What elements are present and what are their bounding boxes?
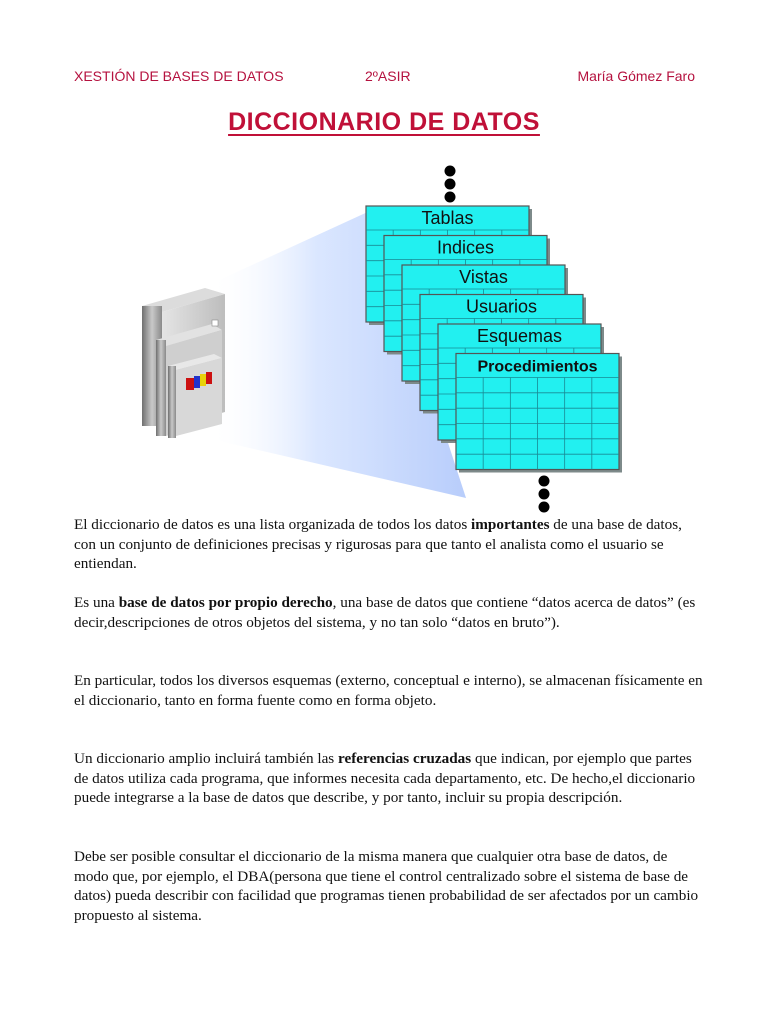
card-label: Usuarios (465, 296, 538, 317)
header-subject: XESTIÓN DE BASES DE DATOS (74, 68, 284, 84)
paragraph-1: El diccionario de datos es una lista organizada de todos los datos importantes de una base de datos, con un conjunto de definiciones precisas y rigurosas para que tanto el analista como el usuario se entiendan. (74, 516, 682, 573)
page-title: DICCIONARIO DE DATOS (228, 108, 540, 136)
paragraph-4: Un diccionario amplio incluirá también las referencias cruzadas que indican, por ejemplo que partes de datos utiliza cada programa, que informes necesita cada departamento, etc. De hecho,el diccionario puede integrarse a la base de datos que describe, y por tanto, incluir su propia descripción. (74, 750, 696, 807)
paragraph-3: En particular, todos los diversos esquemas (externo, conceptual e interno), se almacenan físicamente en el diccionario, tanto en forma fuente como en forma objeto. (74, 672, 703, 709)
card-procedimientos (456, 354, 622, 473)
continuation-dots-bottom (539, 476, 550, 513)
header-course: 2ºASIR (365, 68, 411, 84)
books-icon (142, 288, 225, 438)
paragraph-5: Debe ser posible consultar el diccionario de la misma manera que cualquier otra base de datos, de modo que, por ejemplo, el DBA(persona que tiene el control centralizado sobre el sistema de base de datos) pueda describir con facilidad que programas tienen probabilidad de ser afectados por un cambio propuesto al sistema. (74, 848, 699, 924)
continuation-dots-top (445, 166, 456, 203)
card-label: Vistas (459, 267, 508, 287)
header-author: María Gómez Faro (577, 68, 695, 84)
card-label: Indices (436, 237, 495, 258)
card-label: Esquemas (476, 326, 563, 346)
card-label: Tablas (421, 208, 474, 228)
card-label: Procedimientos (477, 358, 598, 376)
paragraph-2: Es una base de datos por propio derecho, una base de datos que contiene “datos acerca de datos” (es decir,descripciones de otros objetos del sistema, y no tan solo “datos en bruto”). (74, 594, 696, 631)
